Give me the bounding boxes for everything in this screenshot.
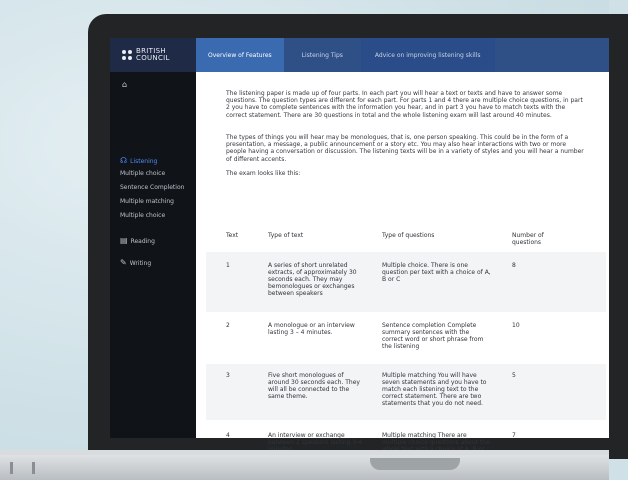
cell-type-of-questions: Multiple choice. There is one question per text with a choice of A, B or C bbox=[382, 262, 491, 283]
cell-number-of-questions: 8 bbox=[512, 262, 516, 269]
cell-number-of-questions: 7 bbox=[512, 432, 516, 439]
cell-number-of-questions: 5 bbox=[512, 372, 516, 379]
table-row bbox=[206, 364, 606, 420]
cell-type-of-text: A monologue or an interview lasting 3 – 4 minutes. bbox=[268, 322, 355, 336]
sidebar-item-sentence-completion[interactable]: Sentence Completion bbox=[120, 184, 185, 191]
laptop-foot bbox=[32, 462, 35, 474]
cell-type-of-text: A series of short unrelated extracts, of approximately 30 seconds each. They may bemonologues or exchanges between speakers bbox=[268, 262, 357, 297]
header-number-of-questions: Number of questions bbox=[512, 232, 544, 246]
sidebar bbox=[110, 72, 196, 438]
cell-type-of-questions: Multiple matching There are multiple choice questions about the bbox=[382, 432, 490, 446]
laptop-screen bbox=[110, 38, 609, 446]
logo-line1: BRITISH bbox=[136, 47, 166, 55]
home-icon[interactable]: ⌂ bbox=[122, 80, 128, 89]
sidebar-item-label: Reading bbox=[130, 238, 155, 245]
cell-text-number: 1 bbox=[226, 262, 230, 269]
text-types-paragraph: The types of things you will hear may be monologues, that is, one person speaking. This could be in the form of a presentation, a message, a public announcement or a story etc. You may also hear interactions with two or more people having a conversation or discussion. The listening texts will be in a variety of styles and you will hear a number of different accents. bbox=[226, 134, 584, 163]
top-navigation-bar bbox=[110, 38, 609, 72]
sidebar-item-label: Writing bbox=[129, 260, 152, 267]
british-council-logo[interactable] bbox=[110, 38, 196, 72]
headphones-icon: ☊ bbox=[120, 156, 128, 165]
sidebar-item-label: Listening bbox=[130, 158, 158, 165]
exam-intro-text: The exam looks like this: bbox=[226, 170, 301, 177]
header-text: Text bbox=[226, 232, 239, 239]
sidebar-item-listening[interactable] bbox=[120, 156, 157, 165]
logo-text bbox=[136, 48, 170, 62]
sidebar-item-multiple-matching[interactable]: Multiple matching bbox=[120, 198, 174, 205]
header-type-of-text: Type of text bbox=[268, 232, 304, 239]
main-content bbox=[196, 72, 609, 446]
sidebar-item-multiple-choice[interactable]: Multiple choice bbox=[120, 170, 166, 177]
pen-icon: ✎ bbox=[120, 258, 127, 267]
logo-line2: COUNCIL bbox=[136, 54, 170, 62]
tab-bar bbox=[196, 38, 495, 72]
book-icon: ▤ bbox=[120, 236, 128, 245]
tab-listening-tips[interactable]: Listening Tips bbox=[301, 51, 343, 59]
logo-dots-icon bbox=[122, 50, 132, 60]
cell-type-of-questions: Sentence completion Complete summary sentences with the correct word or short phrase from the listening bbox=[382, 322, 484, 350]
intro-paragraph: The listening paper is made up of four parts. In each part you will hear a text or texts and have to answer some questions. The question types are different for each part. For parts 1 and 4 there are multiple choice questions, in part 2 you have to complete sentences with the information you hear, and in part 3 you have to match texts with the correct statement. There are 30 questions in total and the whole listening exam will last around 40 minutes. bbox=[226, 90, 583, 119]
cell-text-number: 3 bbox=[226, 372, 230, 379]
laptop-base-edge bbox=[0, 450, 609, 455]
cell-number-of-questions: 10 bbox=[512, 322, 520, 329]
tab-advice-listening-skills[interactable]: Advice on improving listening skills bbox=[361, 38, 495, 72]
tab-overview-of-features[interactable]: Overview of Features bbox=[196, 38, 284, 72]
cell-type-of-questions: Multiple matching You will have seven statements and you have to match each listening text to the correct statement. There are two statements that you do not need. bbox=[382, 372, 487, 407]
sidebar-item-multiple-choice-2[interactable]: Multiple choice bbox=[120, 212, 166, 219]
table-row bbox=[206, 312, 606, 362]
sidebar-item-writing[interactable] bbox=[120, 258, 151, 267]
sidebar-item-reading[interactable] bbox=[120, 236, 155, 245]
cell-text-number: 4 bbox=[226, 432, 230, 439]
cell-type-of-text: Five short monologues of around 30 seconds each. They will all be connected to the same theme. bbox=[268, 372, 360, 400]
laptop-opening-notch bbox=[370, 458, 460, 470]
cell-text-number: 2 bbox=[226, 322, 230, 329]
cell-type-of-text: An interview or exchange between 2 speakers lasting 3-4 bbox=[268, 432, 363, 446]
table-row bbox=[206, 252, 606, 312]
header-type-of-questions: Type of questions bbox=[382, 232, 435, 239]
laptop-foot bbox=[10, 462, 13, 474]
